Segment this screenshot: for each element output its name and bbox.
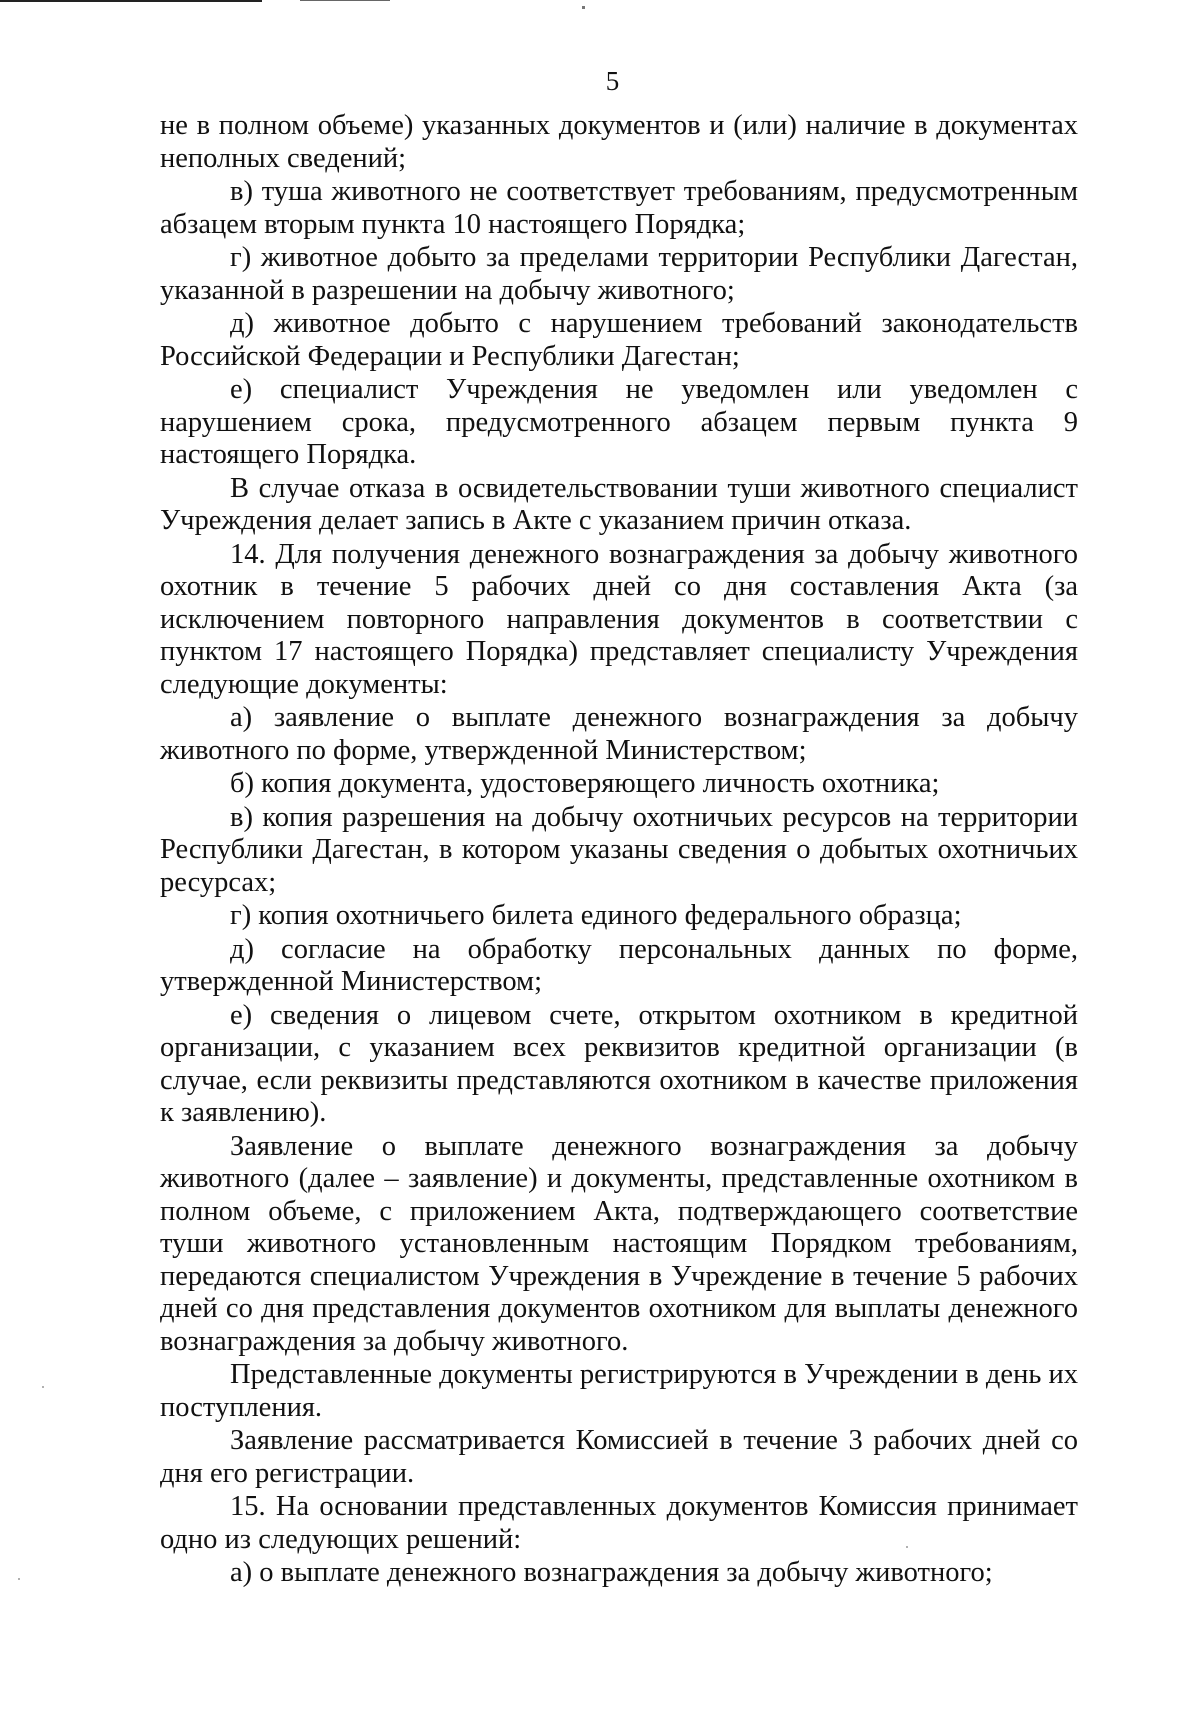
paragraph: г) копия охотничьего билета единого федерального образца; — [230, 900, 962, 931]
paragraph: Представленные документы регистрируются в Учреждении в день их поступления. — [160, 1359, 1078, 1423]
paragraph: в) туша животного не соответствует требованиям, предусмотренным абзацем вторым пункта 10 настоящего Порядка; — [160, 176, 1078, 240]
paragraph: а) о выплате денежного вознаграждения за добычу животного; — [230, 1557, 993, 1588]
scan-edge-mark — [0, 0, 262, 2]
document-body — [160, 110, 1078, 1591]
paragraph: а) заявление о выплате денежного вознаграждения за добычу животного по форме, утвержденной Министерством; — [160, 702, 1078, 766]
paragraph: д) согласие на обработку персональных данных по форме, утвержденной Министерством; — [160, 933, 1078, 997]
scan-edge-mark — [300, 0, 390, 1]
paragraph: 15. На основании представленных документов Комиссия принимает одно из следующих решений: — [160, 1491, 1078, 1555]
paragraph: в) копия разрешения на добычу охотничьих ресурсов на территории Республики Дагестан, в котором указаны сведения о добытых охотничьих ресурсах; — [160, 801, 1078, 898]
page-number: 5 — [605, 66, 620, 96]
paragraph: г) животное добыто за пределами территории Республики Дагестан, указанной в разрешении на добычу животного; — [160, 242, 1078, 306]
scan-speck — [582, 6, 585, 9]
paragraph: б) копия документа, удостоверяющего личность охотника; — [230, 768, 940, 799]
scan-speck — [18, 1578, 20, 1580]
scan-speck — [906, 1546, 908, 1548]
scan-speck — [42, 1386, 44, 1388]
paragraph: В случае отказа в освидетельствовании туши животного специалист Учреждения делает запись в Акте с указанием причин отказа. — [160, 472, 1078, 536]
paragraph: Заявление о выплате денежного вознаграждения за добычу животного (далее – заявление) и документы, представленные охотником в полном объеме, с приложением Акта, подтверждающего соответствие туши животного установленным настоящим Порядком требованиям, передаются специалистом Учреждения в Учреждение в течение 5 рабочих дней со дня представления документов охотником для выплаты денежного вознаграждения за добычу животного. — [160, 1130, 1078, 1357]
paragraph: е) сведения о лицевом счете, открытом охотником в кредитной организации, с указанием всех реквизитов кредитной организации (в случае, если реквизиты представляются охотником в качестве приложения к заявлению). — [160, 999, 1078, 1128]
paragraph: 14. Для получения денежного вознаграждения за добычу животного охотник в течение 5 рабочих дней со дня составления Акта (за исключением повторного направления документов в соответствии с пунктом 17 настоящего Порядка) представляет специалисту Учреждения следующие документы: — [160, 538, 1078, 700]
paragraph: не в полном объеме) указанных документов и (или) наличие в документах неполных сведений; — [160, 110, 1078, 174]
paragraph: д) животное добыто с нарушением требований законодательств Российской Федерации и Республики Дагестан; — [160, 308, 1078, 372]
paragraph: е) специалист Учреждения не уведомлен или уведомлен с нарушением срока, предусмотренного абзацем первым пункта 9 настоящего Порядка. — [160, 374, 1078, 470]
paragraph: Заявление рассматривается Комиссией в течение 3 рабочих дней со дня его регистрации. — [160, 1425, 1078, 1489]
